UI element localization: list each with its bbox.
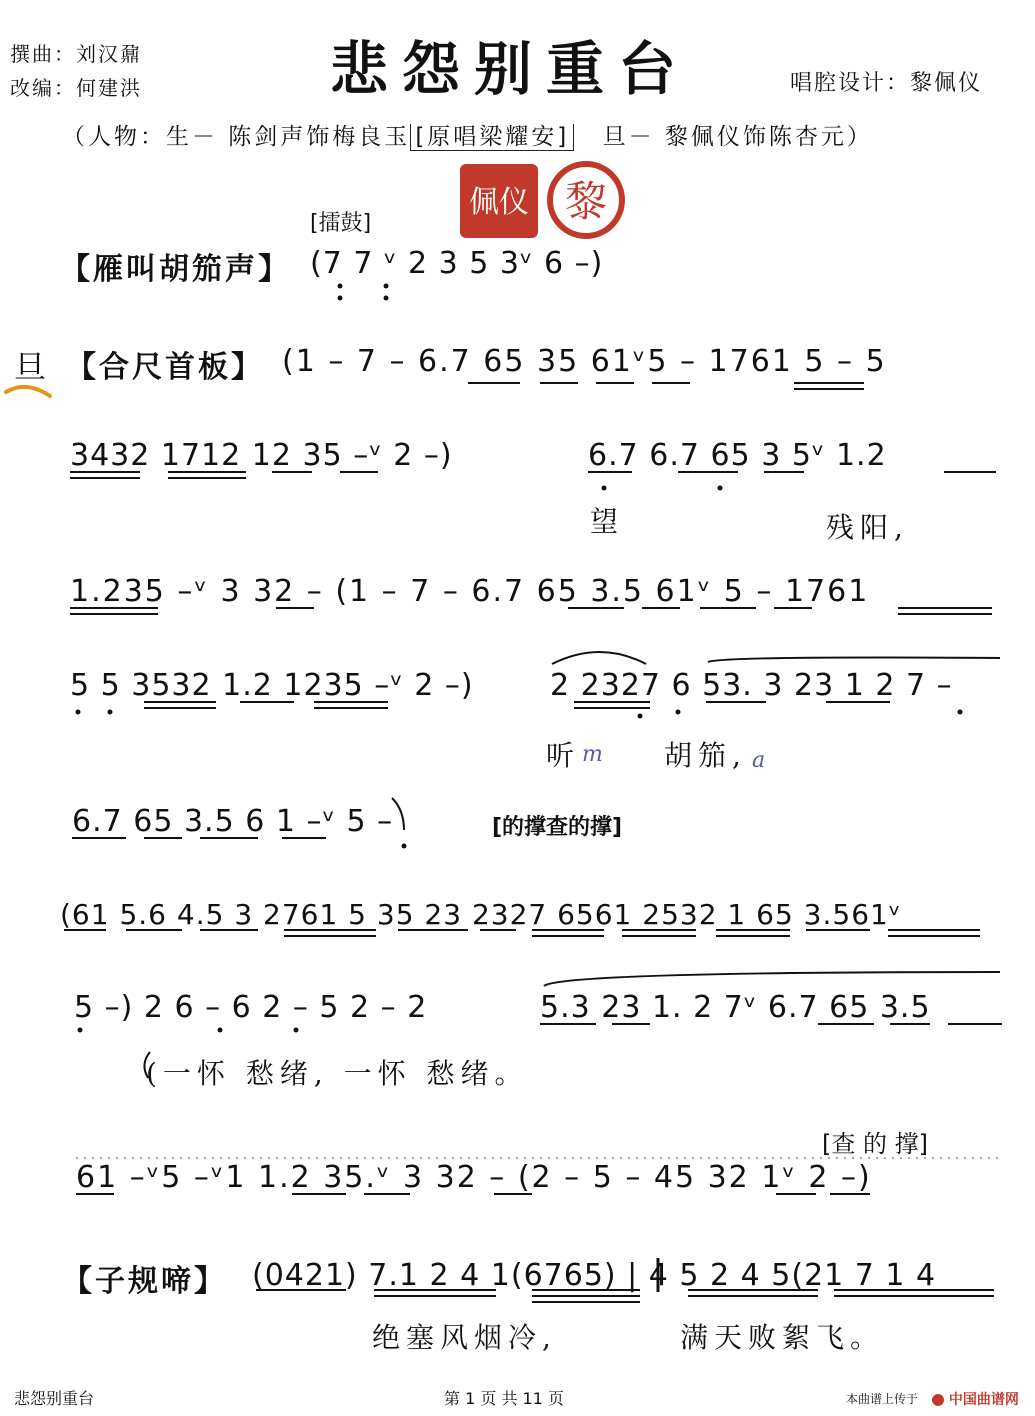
lyric-hujia: 胡笳, <box>664 739 747 772</box>
percussion-mark-2: [查 的 撑] <box>822 1130 928 1158</box>
footer-title: 悲怨别重台 <box>14 1389 95 1408</box>
footer-upload-note: 本曲谱上传于 <box>846 1392 919 1406</box>
notes-line-5a: 5 5 3532 1.2 1235 –ᵛ 2 –) <box>70 668 474 703</box>
notes-line-9: 61 –ᵛ5 –ᵛ1 1.2 35.ᵛ 3 32 – (2 – 5 – 45 32 1ᵛ 2 –) <box>76 1160 872 1195</box>
score-title: 悲怨别重台 <box>330 35 691 103</box>
tune-name-zigui: 【子规啼】 <box>62 1264 227 1299</box>
drum-mark: [擂鼓] <box>310 211 372 236</box>
seal-stamps <box>458 160 638 246</box>
cast-sheng: （人物：生－ 陈剑声饰梅良玉 <box>62 124 411 150</box>
tune-name-hechi: 【合尺首板】 <box>66 350 264 385</box>
composer-credit: 撰曲：刘汉鼐 <box>10 42 142 66</box>
handwritten-m: m <box>582 742 603 767</box>
role-dan: 旦 <box>14 348 50 386</box>
notes-line-8b: 5.3 23 1. 2 7ᵛ 6.7 65 3.5 <box>540 990 931 1025</box>
cast-original-singer: [原唱梁耀安] <box>410 124 574 151</box>
notes-line-3a: 3432 1712 12 35 –ᵛ 2 –) <box>70 438 453 473</box>
cast-dan: 旦－ 黎佩仪饰陈杏元） <box>602 124 873 150</box>
notes-line-10: (0421) 7.1 2 4 1(6765) | 4 5 2 4 5(21 7 1 4 <box>252 1258 937 1293</box>
site-logo-icon <box>932 1394 944 1406</box>
notes-line-2: (1 – 7 – 6.7 65 35 61ᵛ5 – 1761 5 – 5 <box>282 344 887 379</box>
notes-line-7: (61 5.6 4.5 3 2761 5 35 23 2327 6561 2532 1 65 3.561ᵛ <box>60 898 902 931</box>
adapter-credit: 改编：何建洪 <box>10 76 142 100</box>
lyric-yihuai: (一怀 愁绪, 一怀 愁绪。 <box>146 1057 529 1090</box>
site-logo-text: 中国曲谱网 <box>948 1392 1019 1408</box>
lyric-mantian: 满天败絮飞。 <box>680 1321 885 1354</box>
handwritten-a: a <box>752 748 766 773</box>
vocal-design-credit: 唱腔设计：黎佩仪 <box>790 71 983 96</box>
cast-line <box>62 118 873 151</box>
lyric-ting: 听 <box>546 739 581 772</box>
percussion-mark-1: [的撑查的撑] <box>492 815 623 840</box>
lyric-canyang: 残阳, <box>826 511 909 544</box>
notes-line-4: 1.235 –ᵛ 3 32 – (1 – 7 – 6.7 65 3.5 61ᵛ 5 – 1761 <box>70 574 870 609</box>
footer-page-number: 第 1 页 共 11 页 <box>444 1389 564 1408</box>
notes-line-5b: 2 2327 6 53. 3 23 1 2 7 – <box>550 668 953 703</box>
notes-line-8a: 5 –) 2 6 – 6 2 – 5 2 – 2 <box>74 990 428 1025</box>
notes-line-6: 6.7 65 3.5 6 1 –ᵛ 5 – <box>72 804 394 839</box>
lyric-juesai: 绝塞风烟冷, <box>372 1321 557 1354</box>
seal-left-text: 佩仪 <box>469 185 529 220</box>
lyric-wang: 望 <box>590 505 625 538</box>
site-logo <box>932 1389 1028 1409</box>
notes-line-1: (7 7 ᵛ 2 3 5 3ᵛ 6 –) <box>310 246 604 281</box>
seal-right-text: 黎 <box>564 177 608 226</box>
tune-name-yanjiao: 【雁叫胡笳声】 <box>60 252 291 287</box>
notes-line-3b: 6.7 6.7 65 3 5ᵛ 1.2 <box>588 438 887 473</box>
